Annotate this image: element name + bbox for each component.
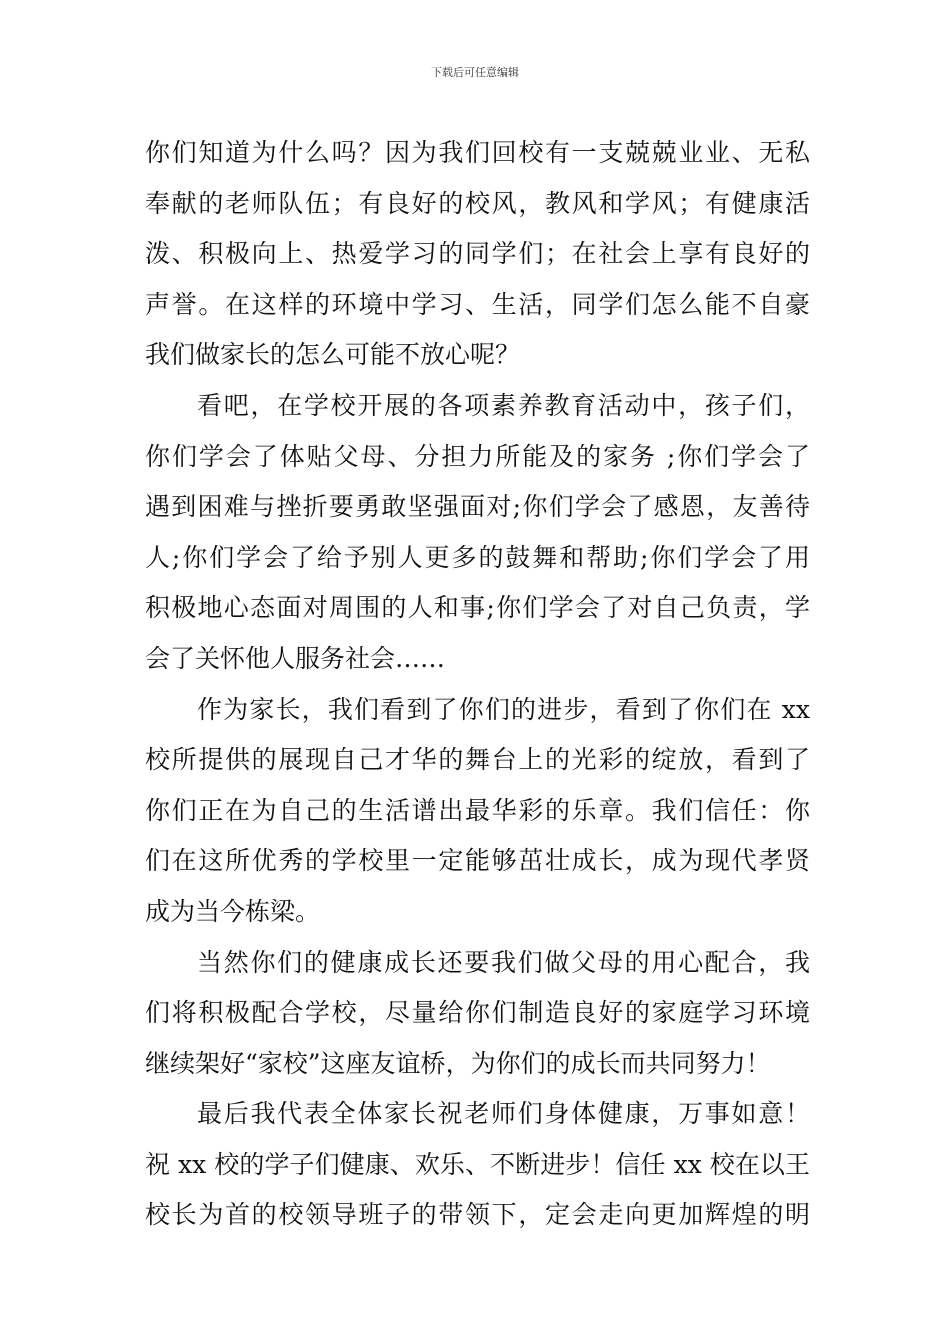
text-line: 校长为首的校领导班子的带领下，定会走向更加辉煌的明 <box>145 1200 810 1230</box>
text-line: 你们正在为自己的生活谱出最华彩的乐章。我们信任：你 <box>145 795 810 825</box>
text-line: 作为家长，我们看到了你们的进步，看到了你们在 xx <box>197 694 810 724</box>
text-line: 们在这所优秀的学校里一定能够茁壮成长，成为现代孝贤 <box>145 846 810 876</box>
document-body <box>145 128 810 1241</box>
text-line: 祝 xx 校的学子们健康、欢乐、不断进步！信任 xx 校在以王 <box>145 1149 810 1179</box>
text-line: 校所提供的展现自己才华的舞台上的光彩的绽放，看到了 <box>145 745 810 775</box>
text-line: 奉献的老师队伍；有良好的校风，教风和学风；有健康活 <box>145 188 810 218</box>
text-line: 继续架好“家校”这座友谊桥，为你们的成长而共同努力！ <box>145 1048 771 1078</box>
text-line: 遇到困难与挫折要勇敢坚强面对;你们学会了感恩，友善待 <box>145 492 810 522</box>
text-line: 你们知道为什么吗？因为我们回校有一支兢兢业业、无私 <box>145 138 810 167</box>
page-header-note: 下载后可任意编辑 <box>431 66 519 79</box>
text-line: 我们做家长的怎么可能不放心呢？ <box>145 340 521 370</box>
text-line: 你们学会了体贴父母、分担力所能及的家务 ;你们学会了 <box>145 441 810 471</box>
text-line: 泼、积极向上、热爱学习的同学们；在社会上享有良好的 <box>145 239 810 269</box>
text-line: 人;你们学会了给予别人更多的鼓舞和帮助;你们学会了用 <box>145 542 810 572</box>
text-line: 积极地心态面对周围的人和事;你们学会了对自己负责，学 <box>145 593 810 623</box>
text-line: 声誉。在这样的环境中学习、生活，同学们怎么能不自豪 <box>145 289 810 319</box>
text-line: 成为当今栋梁。 <box>145 896 321 926</box>
text-line: 最后我代表全体家长祝老师们身体健康，万事如意！ <box>197 1099 810 1129</box>
text-line: 看吧，在学校开展的各项素养教育活动中，孩子们， <box>197 390 810 420</box>
text-line: 们将积极配合学校，尽量给你们制造良好的家庭学习环境 <box>145 998 810 1028</box>
text-line: 当然你们的健康成长还要我们做父母的用心配合，我 <box>197 947 810 977</box>
text-line: 会了关怀他人服务社会…… <box>145 643 446 673</box>
